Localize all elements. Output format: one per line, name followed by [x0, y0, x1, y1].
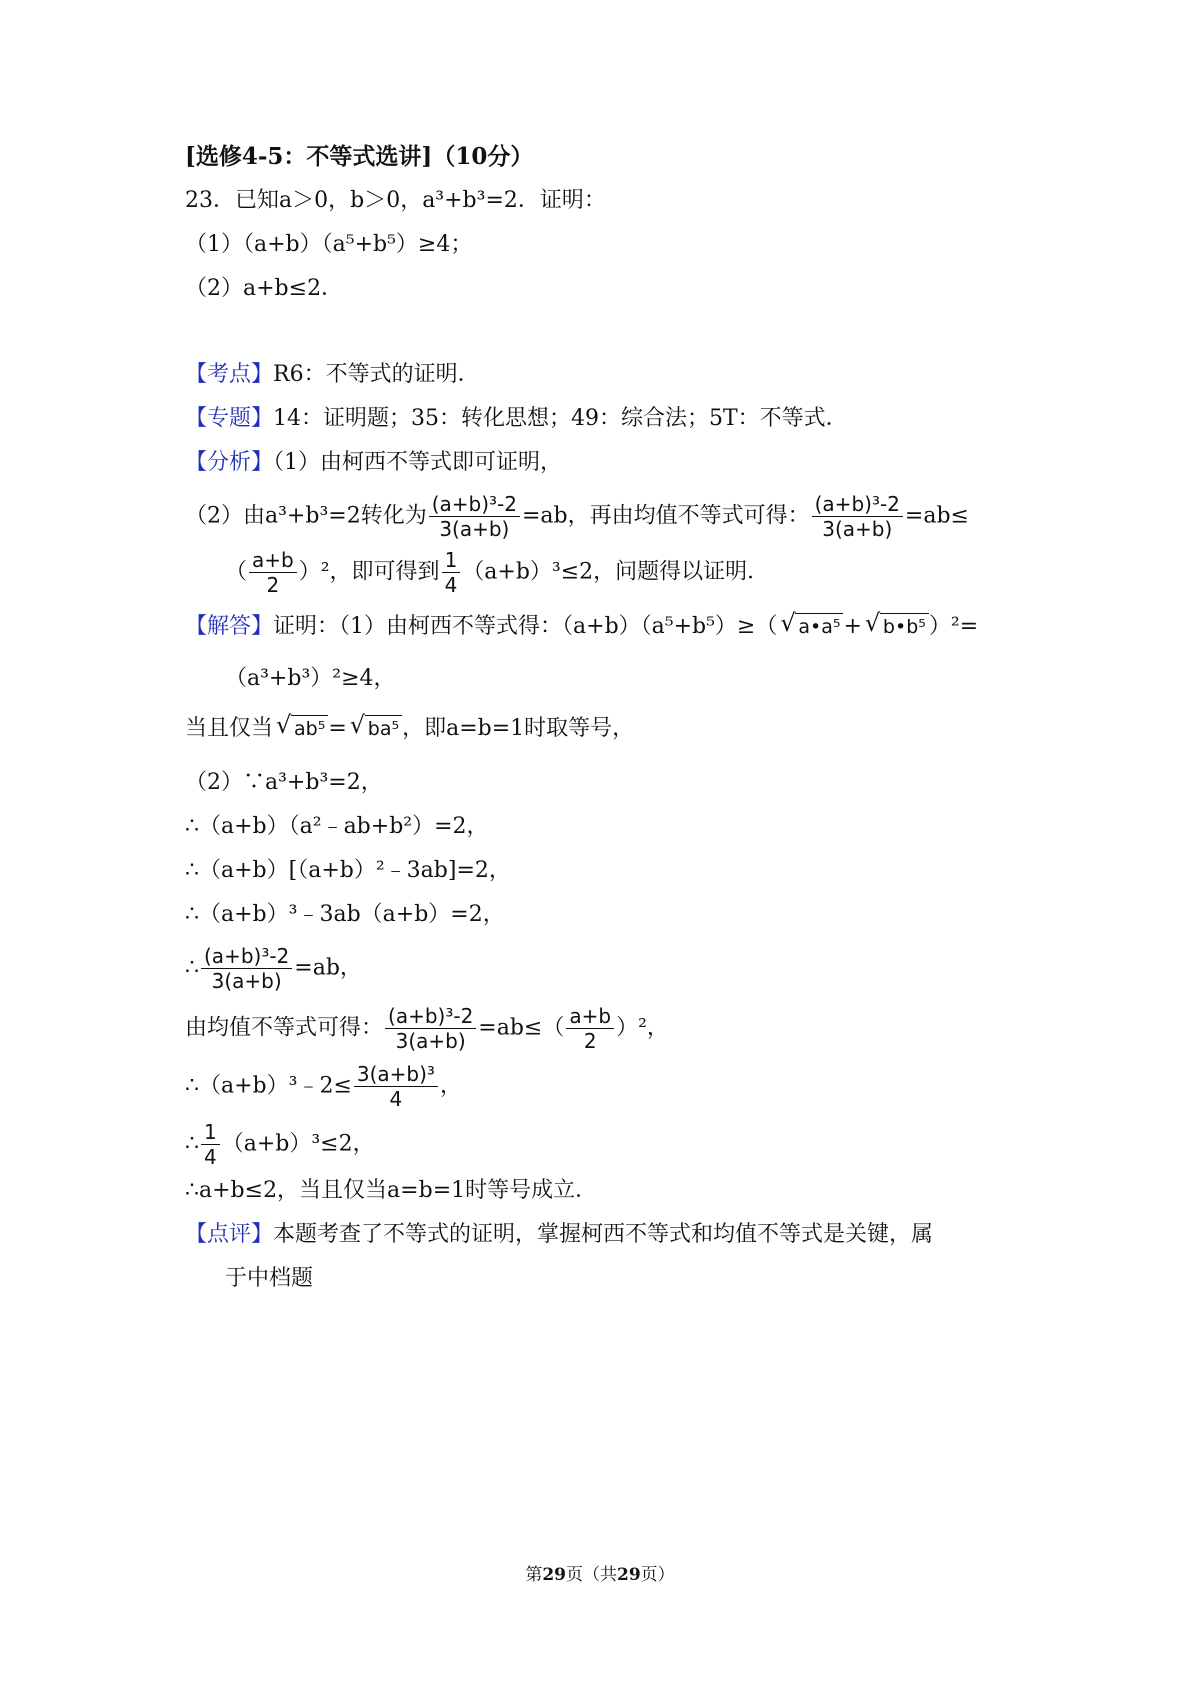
jieda-text3a: 当且仅当 [185, 716, 274, 741]
fraction-numerator: a+b [249, 548, 297, 573]
jieda-line10 [185, 1062, 462, 1111]
dianping-tag: 【点评】 [185, 1222, 274, 1247]
jieda-line3 [185, 714, 634, 744]
fraction-cube-minus-2 [429, 492, 520, 541]
equals-sign: = [328, 716, 347, 741]
jieda-text1a: 证明：（1）由柯西不等式得：（a+b）（a⁵+b⁵）≥（ [273, 614, 778, 639]
footer-suffix: 页） [640, 1565, 675, 1585]
jieda-line12: ∴a+b≤2，当且仅当a=b=1时等号成立． [185, 1178, 598, 1203]
fraction-denominator: 4 [444, 573, 458, 597]
therefore-sign: ∴ [185, 1131, 199, 1157]
sqrt-expression [347, 714, 402, 744]
fraction-numerator: (a+b)³-2 [429, 492, 520, 517]
fenxi-line2 [185, 492, 969, 541]
jieda-line5: ∴（a+b）（a²﹣ab+b²）=2， [185, 814, 489, 839]
footer-prefix: 第 [525, 1565, 543, 1585]
therefore-sign: ∴ [185, 955, 199, 981]
fraction-numerator: (a+b)³-2 [385, 1004, 476, 1029]
jieda-text10a: ∴（a+b）³﹣2≤ [185, 1073, 352, 1099]
footer-mid: 页（共 [566, 1565, 617, 1585]
zhuanti-tag: 【专题】 [185, 406, 274, 431]
jieda-text9b: =ab≤（ [478, 1015, 565, 1041]
jieda-line2: （a³+b³）²≥4， [225, 666, 396, 691]
problem-stem: 23．已知a＞0，b＞0，a³+b³=2．证明： [185, 188, 606, 213]
fraction-half-sum [249, 548, 297, 597]
fenxi-text2b: =ab，再由均值不等式可得： [521, 503, 810, 529]
sqrt-expression [273, 714, 328, 744]
footer-page-number: 29 [542, 1565, 566, 1585]
fraction-numerator: (a+b)³-2 [812, 492, 903, 517]
dianping-line1 [185, 1220, 933, 1250]
problem-part1: （1）（a+b）（a⁵+b⁵）≥4； [185, 232, 473, 257]
page-footer [0, 1560, 1200, 1585]
section-title: [选修4-5：不等式选讲]（10分） [185, 143, 534, 170]
fraction-denominator: 2 [266, 573, 280, 597]
kaodian-text: R6：不等式的证明． [273, 362, 480, 387]
sqrt-radicand: √ ba⁵ [365, 715, 402, 742]
jieda-line9 [185, 1004, 669, 1053]
fenxi-line3 [225, 548, 769, 597]
jieda-text11b: （a+b）³≤2， [221, 1131, 375, 1157]
jieda-text1b: ）²= [928, 614, 979, 639]
fraction-half-sum [566, 1004, 614, 1053]
fenxi-text3b: ）²，即可得到 [298, 559, 440, 585]
sqrt-expression [777, 612, 843, 642]
footer-total-pages: 29 [617, 1565, 641, 1585]
fraction-quarter [442, 548, 461, 597]
jieda-line1 [185, 612, 978, 642]
kaodian-tag: 【考点】 [185, 362, 274, 387]
jieda-text9a: 由均值不等式可得： [185, 1015, 384, 1041]
jieda-text10b: ， [439, 1073, 462, 1099]
fraction-cube-minus-2 [201, 944, 292, 993]
fenxi-text1: （1）由柯西不等式即可证明， [273, 450, 563, 475]
fraction-denominator: 3(a+b) [211, 969, 282, 993]
fraction-denominator: 3(a+b) [395, 1029, 466, 1053]
jieda-text3b: ，即a=b=1时取等号， [402, 716, 635, 741]
fraction-numerator: (a+b)³-2 [201, 944, 292, 969]
fenxi-text3c: （a+b）³≤2，问题得以证明． [462, 559, 770, 585]
jieda-line11 [185, 1120, 375, 1169]
plus-sign: + [843, 614, 862, 639]
fenxi-text2c: =ab≤ [904, 503, 969, 529]
jieda-line6: ∴（a+b）[（a+b）²﹣3ab]=2， [185, 858, 511, 883]
zhuanti-line [185, 404, 848, 434]
dianping-line2: 于中档题 [225, 1266, 314, 1291]
fraction-denominator: 3(a+b) [822, 517, 893, 541]
jieda-text9c: ）²， [616, 1015, 669, 1041]
jieda-line7: ∴（a+b）³﹣3ab（a+b）=2， [185, 902, 505, 927]
jieda-tag: 【解答】 [185, 614, 274, 639]
fenxi-tag: 【分析】 [185, 450, 274, 475]
sqrt-radicand: √ a•a⁵ [795, 613, 843, 640]
fenxi-text3a: （ [225, 559, 248, 585]
fraction-numerator: 3(a+b)³ [354, 1062, 438, 1087]
jieda-line4: （2）∵a³+b³=2， [185, 770, 383, 795]
problem-part2: （2）a+b≤2． [185, 276, 344, 301]
fraction-denominator: 4 [204, 1145, 217, 1169]
fraction-denominator: 2 [583, 1029, 597, 1053]
sqrt-radicand: √ b•b⁵ [880, 613, 929, 640]
fraction-numerator: 1 [201, 1120, 220, 1145]
jieda-line8 [185, 944, 362, 993]
fraction-denominator: 3(a+b) [439, 517, 510, 541]
fraction-cube-minus-2 [385, 1004, 476, 1053]
jieda-text8b: =ab， [294, 955, 362, 981]
fraction-numerator: a+b [566, 1004, 614, 1029]
fraction-numerator: 1 [442, 548, 461, 573]
fenxi-text2a: （2）由a³+b³=2转化为 [185, 503, 427, 529]
sqrt-expression [862, 612, 929, 642]
sqrt-radicand: √ ab⁵ [291, 715, 328, 742]
dianping-text1: 本题考查了不等式的证明，掌握柯西不等式和均值不等式是关键，属 [273, 1222, 934, 1247]
fenxi-line1 [185, 448, 562, 478]
fraction-quarter [201, 1120, 220, 1169]
kaodian-line [185, 360, 480, 390]
fraction-denominator: 4 [389, 1087, 403, 1111]
zhuanti-text: 14：证明题；35：转化思想；49：综合法；5T：不等式． [273, 406, 848, 431]
fraction-cube-minus-2 [812, 492, 903, 541]
fraction-three-quarter-cube [354, 1062, 438, 1111]
